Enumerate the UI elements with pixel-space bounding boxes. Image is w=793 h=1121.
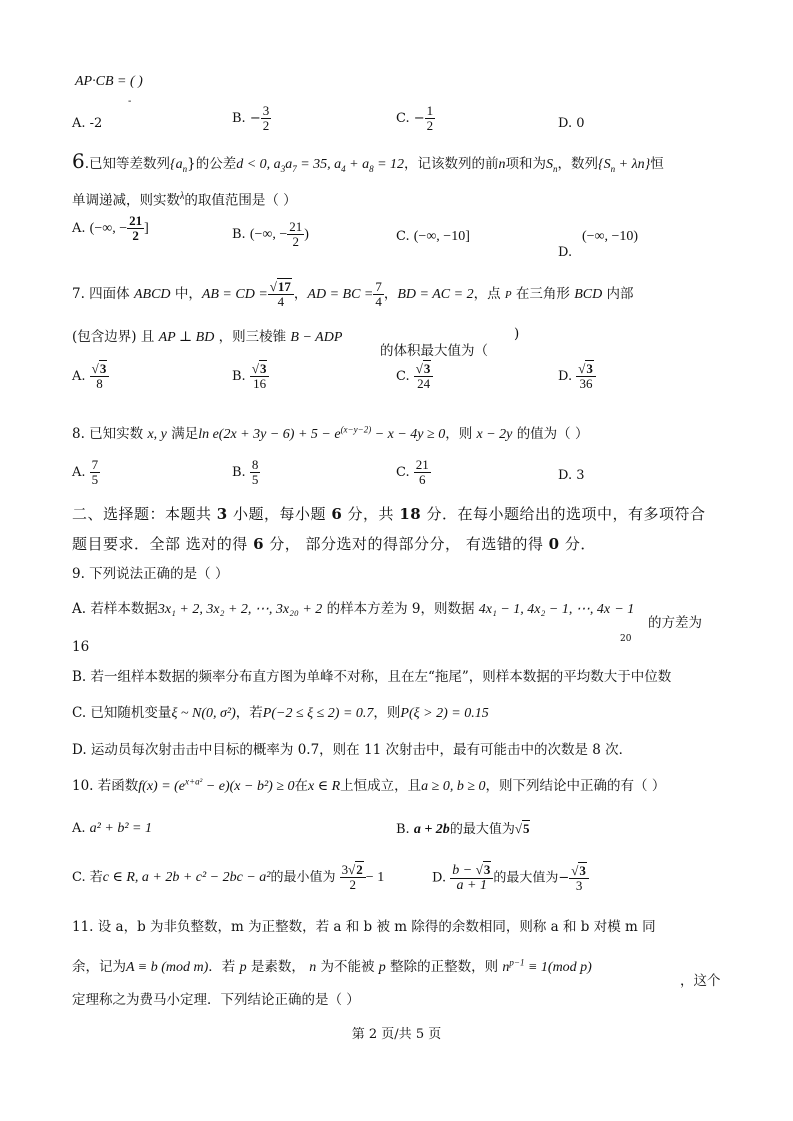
q6-stem-line2 bbox=[72, 188, 297, 210]
q10-option-c-expr: c ∈ R, a + 2b + c² − 2bc − a² bbox=[102, 870, 271, 885]
q10-option-b-label: B. bbox=[396, 822, 410, 837]
q7-ab-rad: 17 bbox=[277, 279, 291, 294]
q5-option-d: D. 0 bbox=[558, 116, 585, 131]
q7-text-b: 中， bbox=[174, 286, 202, 302]
q8-ineq-end: − x − 4y ≥ 0 bbox=[371, 427, 446, 442]
q6-option-d-value-text: (−∞, −10) bbox=[582, 229, 639, 244]
q10-option-d-sign: − bbox=[558, 870, 570, 886]
q10-option-d-text: 的最大值为 bbox=[493, 870, 559, 886]
q10-option-c-fraction bbox=[340, 863, 366, 892]
q10-fx bbox=[138, 776, 295, 794]
q9-option-d: D. 运动员每次射击击中目标的概率为 0.7，则在 11 次射击中，最有可能击中的次数是 8 次． bbox=[72, 742, 633, 758]
q7-bd: BD = AC = 2 bbox=[397, 287, 474, 302]
q11-p: p bbox=[239, 960, 247, 975]
q9-a-text1: A. 若样本数据 bbox=[72, 601, 158, 617]
section2-text-c: 分，共 bbox=[347, 505, 395, 523]
q7-option-b-fraction bbox=[250, 362, 270, 391]
q6-line2-text: 单调递减，则实数 bbox=[72, 192, 180, 209]
q7-ab-fraction bbox=[268, 280, 294, 309]
q5-option-c-den: 2 bbox=[426, 118, 434, 133]
q10-option-c bbox=[72, 863, 384, 892]
q5-option-b-den: 2 bbox=[262, 118, 270, 133]
q6-seq2-end: + λn} bbox=[615, 157, 651, 172]
q10-option-c-label: C. 若 bbox=[72, 870, 103, 885]
q10-option-b bbox=[396, 820, 530, 839]
q6-text-e: 恒 bbox=[650, 156, 664, 172]
q10-domain: x ∈ R bbox=[308, 779, 341, 794]
q7-paren: ) bbox=[514, 326, 520, 342]
q7-option-a-rad: 3 bbox=[99, 361, 107, 376]
q6-option-b bbox=[232, 220, 309, 249]
q8-option-a-den: 5 bbox=[91, 472, 99, 487]
q7-tetra: ABCD bbox=[133, 287, 171, 302]
section2-n6b: 6 bbox=[253, 535, 264, 553]
q8-xy: x, y bbox=[147, 427, 167, 442]
q6-cond-sub7: 7 bbox=[292, 163, 297, 174]
q7-text-d: 在三角形 bbox=[515, 286, 570, 302]
page-footer: 第 2 页/共 5 页 bbox=[351, 1027, 442, 1042]
q6-seq bbox=[170, 157, 187, 172]
q10-option-b-expr: a + 2b bbox=[413, 822, 450, 837]
q9-c-text2: ，若 bbox=[235, 705, 263, 721]
q5-option-c-num: 1 bbox=[426, 103, 434, 118]
q11-p2: p bbox=[378, 960, 386, 975]
q6-cond-c: = 35, a bbox=[296, 157, 342, 172]
q11-text-b: ．若 bbox=[208, 959, 236, 975]
q7-ad-num: 7 bbox=[375, 279, 382, 294]
q6-option-c-value: (−∞, −10] bbox=[413, 229, 470, 244]
q10-option-d bbox=[432, 863, 589, 893]
q7-option-a-label: A. bbox=[72, 369, 86, 384]
q7-comma2: ， bbox=[383, 286, 398, 302]
q10-option-c-num bbox=[340, 863, 366, 878]
q8-text-a: 8. 已知实数 bbox=[72, 426, 144, 442]
section2-text-e: 题目要求．全部 选对的得 bbox=[72, 535, 248, 553]
q7-option-c-fraction bbox=[414, 362, 434, 391]
q7-option-d-rad: 3 bbox=[586, 361, 593, 376]
q10-option-d-label: D. bbox=[432, 870, 447, 886]
q7-ab: AB = CD = bbox=[201, 287, 268, 302]
q8-inequality bbox=[198, 424, 446, 442]
q7-option-d-num bbox=[576, 362, 596, 377]
q5-stray-mark: - bbox=[128, 96, 132, 107]
q6-Sn-sub: n bbox=[553, 163, 558, 174]
q6-cond-sub4: 4 bbox=[341, 163, 346, 174]
q10-option-d-den: a + 1 bbox=[456, 878, 487, 893]
q10-option-b-text: 的最大值为 bbox=[449, 822, 515, 837]
section2-n3: 3 bbox=[216, 505, 228, 523]
q7-perp: AP ⊥ BD bbox=[158, 330, 215, 345]
q11-text-c: 是素数， bbox=[250, 959, 305, 975]
q7-text-a: 7. 四面体 bbox=[72, 286, 130, 302]
q8-ineq-a: ln e(2x + 3y − 6) + 5 − e bbox=[198, 427, 341, 442]
q6-option-a-den: 2 bbox=[132, 228, 139, 243]
q8-option-a-num: 7 bbox=[91, 457, 99, 472]
q5-option-c-sign: − bbox=[413, 111, 425, 126]
q7-text-e: 内部 bbox=[606, 286, 634, 302]
q10-text-a: 10. 若函数 bbox=[72, 778, 139, 794]
q7-option-c-den: 24 bbox=[417, 376, 431, 391]
q6-cond-a: d < 0, a bbox=[236, 157, 281, 172]
section2-heading-line1 bbox=[72, 503, 706, 525]
q6-option-a-post: ] bbox=[144, 221, 149, 236]
q9-a-expr1: 3x₁ + 2, 3x₂ + 2, ⋯, 3x₂₀ + 2 bbox=[157, 602, 323, 617]
q6-n: n bbox=[498, 157, 506, 172]
q10-option-c-rad: 2 bbox=[356, 862, 363, 877]
q10-option-d-fraction bbox=[450, 863, 493, 893]
q7-P: P bbox=[504, 289, 512, 301]
q10-fx-end: − e)(x − b²) ≥ 0 bbox=[202, 779, 295, 794]
q11-text-e: 整除的正整数，则 bbox=[390, 959, 499, 975]
q7-option-c bbox=[396, 362, 433, 391]
q10-option-a-label: A. bbox=[72, 821, 86, 836]
q11-n: n bbox=[309, 960, 317, 975]
q9-c-expr2: P(−2 ≤ ξ ≤ 2) = 0.7 bbox=[262, 706, 374, 721]
q6-option-b-label: B. bbox=[232, 227, 246, 242]
q7-ab-den: 4 bbox=[277, 294, 285, 309]
q9-a-text3: 的方差为 bbox=[648, 615, 702, 631]
q6-text-d: ，数列 bbox=[557, 156, 599, 172]
q7-ad: AD = BC = bbox=[307, 287, 374, 302]
q6-seq-sub: n bbox=[182, 163, 188, 174]
q8-ineq-sup: (x−y−2) bbox=[340, 424, 372, 435]
q9-c-text3: ，则 bbox=[373, 705, 401, 721]
q7-option-d bbox=[558, 362, 596, 391]
q11-fermat-n: n bbox=[502, 960, 510, 975]
q6-text-c: 项和为 bbox=[505, 156, 547, 172]
q6-option-b-fraction bbox=[287, 220, 304, 249]
section2-n18: 18 bbox=[399, 505, 422, 523]
q7-stem-line3: 的体积最大值为（ bbox=[380, 343, 488, 359]
q6-number: 6 bbox=[72, 149, 85, 173]
q10-option-d-ans-rad: 3 bbox=[579, 862, 586, 878]
q10-stem bbox=[72, 777, 665, 796]
q9-c-expr1: ξ ~ N(0, σ²) bbox=[171, 706, 236, 721]
q7-pyr: B − ADP bbox=[290, 330, 343, 345]
q7-option-a-num bbox=[90, 362, 110, 377]
q10-option-d-answer bbox=[569, 864, 589, 893]
q11-stem-line3: 定理称之为费马小定理．下列结论正确的是（ ） bbox=[72, 992, 360, 1008]
q10-option-d-num bbox=[450, 863, 493, 879]
q11-congruence: A ≡ b (mod m) bbox=[126, 960, 209, 975]
q11-text-a: 余，记为 bbox=[72, 959, 126, 975]
q11-text-d: 为不能被 bbox=[320, 959, 375, 975]
q5-option-a: A. -2 bbox=[72, 116, 103, 131]
q10-option-c-text: 的最小值为 bbox=[270, 870, 336, 885]
q6-condition bbox=[236, 157, 404, 172]
q8-option-b-label: B. bbox=[232, 465, 246, 480]
q10-text-c: 上恒成立，且 bbox=[340, 778, 422, 794]
q6-option-a bbox=[72, 214, 149, 243]
q10-option-a-expr: a² + b² = 1 bbox=[89, 821, 152, 836]
q6-lambda: λ bbox=[180, 191, 185, 202]
q8-option-b-num: 8 bbox=[251, 457, 259, 472]
q6-cond-d: + a bbox=[345, 157, 370, 172]
q6-cond-sub3: 3 bbox=[280, 163, 286, 174]
q11-stem-line1: 11. 设 a，b 为非负整数，m 为正整数，若 a 和 b 被 m 除得的余数相同，则称 a 和 b 对模 m 同 bbox=[72, 919, 656, 935]
q8-option-b bbox=[232, 458, 260, 487]
q7-option-c-num bbox=[414, 362, 434, 377]
q11-fermat bbox=[502, 957, 592, 975]
section2-text-g: 分． bbox=[564, 535, 596, 553]
q7-option-a-sqrt: √3 bbox=[91, 361, 107, 376]
q11-text-f: ，这个 bbox=[680, 973, 721, 989]
q7-option-c-rad: 3 bbox=[423, 361, 431, 376]
q7-option-b-rad: 3 bbox=[259, 361, 267, 376]
q7-option-b-den: 16 bbox=[253, 376, 267, 391]
q10-option-b-sqrt: √5 bbox=[514, 821, 530, 836]
q7-option-d-fraction bbox=[576, 362, 596, 391]
q6-option-a-pre: (−∞, − bbox=[89, 221, 128, 236]
q5-option-c-fraction bbox=[425, 104, 436, 133]
q6-option-d-value bbox=[582, 228, 638, 246]
q7-option-d-den: 36 bbox=[579, 376, 593, 391]
q7-option-c-label: C. bbox=[396, 369, 410, 384]
q7-option-b bbox=[232, 362, 269, 391]
q10-text-b: 在 bbox=[294, 778, 309, 794]
section2-n0: 0 bbox=[548, 535, 560, 553]
q6-option-c-label: C. bbox=[396, 229, 410, 244]
q6-Sn-s: S bbox=[546, 157, 554, 172]
q6-Sn bbox=[546, 157, 558, 172]
q9-stem: 9. 下列说法正确的是（ ） bbox=[72, 566, 229, 582]
q7-text-c: ，点 bbox=[473, 286, 501, 302]
q9-a-sub20: 20 bbox=[620, 634, 632, 644]
q7-option-a-den: 8 bbox=[96, 376, 103, 391]
q10-option-d-ans-sqrt: √3 bbox=[571, 862, 586, 878]
q10-option-d-num-pre: b − bbox=[452, 863, 476, 878]
q7-comma1: ， bbox=[293, 286, 308, 302]
q7-line2-b: ，则三棱锥 bbox=[218, 329, 287, 345]
q10-option-a bbox=[72, 820, 152, 838]
section2-text-b: 小题，每小题 bbox=[233, 505, 327, 523]
q6-text-a: .已知等差数列 bbox=[84, 156, 171, 172]
q7-ad-fraction bbox=[373, 280, 384, 309]
q6-cond-e: = 12 bbox=[373, 157, 405, 172]
q9-option-a bbox=[72, 600, 634, 619]
q5-stem-text: AP·CB = ( ) bbox=[75, 74, 143, 89]
q11-fermat-sup: p−1 bbox=[509, 957, 525, 968]
q6-seq2-open: {S bbox=[598, 157, 611, 172]
q8-text-b: 满足 bbox=[171, 426, 199, 442]
q9-option-b: B. 若一组样本数据的频率分布直方图为单峰不对称，且在左“拖尾”，则样本数据的平均数大于中位数 bbox=[72, 669, 672, 685]
q10-option-d-ans-den: 3 bbox=[575, 877, 583, 893]
q10-option-c-tail: − 1 bbox=[365, 870, 385, 885]
q8-stem bbox=[72, 425, 588, 444]
q5-option-b-num: 3 bbox=[262, 103, 270, 118]
q7-option-b-num bbox=[250, 362, 270, 377]
q6-seq-open: {a bbox=[170, 157, 183, 172]
q6-stem-line1 bbox=[72, 149, 664, 174]
q7-line2-a: (包含边界) 且 bbox=[72, 329, 155, 345]
q10-option-d-sqrt: √3 bbox=[475, 862, 491, 877]
q6-seq2 bbox=[598, 157, 650, 172]
q8-option-d: D. 3 bbox=[558, 468, 585, 483]
q9-option-c bbox=[72, 704, 489, 723]
q10-option-c-coef: 3 bbox=[341, 862, 349, 877]
q6-seq-end: }的公差 bbox=[187, 156, 237, 172]
q7-option-d-sqrt: √3 bbox=[578, 361, 593, 376]
q10-option-d-rad: 3 bbox=[483, 862, 491, 877]
q7-stem-line1 bbox=[72, 280, 634, 309]
q9-c-expr3: P(ξ > 2) = 0.15 bbox=[400, 706, 489, 721]
q9-a-minus1: − 1 bbox=[614, 602, 635, 617]
q7-stem-line2 bbox=[72, 328, 342, 347]
q6-option-a-num: 21 bbox=[129, 213, 143, 228]
q9-a-line2: 16 bbox=[72, 639, 90, 655]
q5-option-b bbox=[232, 104, 271, 133]
q6-option-b-post: ) bbox=[304, 227, 309, 242]
section2-text-d: 分．在每小题给出的选项中，有多项符合 bbox=[426, 505, 706, 523]
section2-n6: 6 bbox=[331, 505, 343, 523]
q5-option-c bbox=[396, 104, 435, 133]
q6-option-b-den: 2 bbox=[292, 234, 300, 249]
q8-option-a-fraction bbox=[90, 458, 101, 487]
q8-option-b-fraction bbox=[250, 458, 261, 487]
q6-cond-b: a bbox=[285, 157, 293, 172]
q6-option-b-pre: (−∞, − bbox=[249, 227, 288, 242]
q5-option-b-fraction bbox=[261, 104, 272, 133]
q10-option-b-rad: 5 bbox=[522, 821, 530, 836]
q6-seq2-sub: n bbox=[610, 163, 616, 174]
q10-option-c-den: 2 bbox=[349, 877, 356, 892]
q10-option-d-ans-num bbox=[569, 864, 589, 879]
q6-option-b-num: 21 bbox=[289, 219, 303, 234]
q7-option-b-label: B. bbox=[232, 369, 246, 384]
q7-option-d-label: D. bbox=[558, 369, 573, 384]
q8-option-b-den: 5 bbox=[251, 472, 259, 487]
q8-option-c-fraction bbox=[414, 458, 431, 487]
q9-a-expr2: 4x₁ − 1, 4x₂ − 1, ⋯, 4x bbox=[478, 602, 611, 617]
q7-ad-den: 4 bbox=[375, 294, 382, 309]
q11-fermat-end: ≡ 1(mod p) bbox=[524, 960, 592, 975]
section2-text-f: 分， 部分选对的得部分分， 有选错的得 bbox=[269, 535, 544, 553]
q9-a-text2: 的样本方差为 9，则数据 bbox=[326, 601, 475, 617]
q10-cond: a ≥ 0, b ≥ 0 bbox=[421, 779, 486, 794]
q8-option-c-label: C. bbox=[396, 465, 410, 480]
q6-option-a-label: A. bbox=[72, 221, 86, 236]
q6-cond-sub8: 8 bbox=[369, 163, 374, 174]
q6-option-c bbox=[396, 228, 470, 246]
q11-stem-line2 bbox=[72, 958, 592, 977]
q8-option-c bbox=[396, 458, 431, 487]
q7-option-c-sqrt: √3 bbox=[415, 361, 431, 376]
section2-text-a: 二、选择题：本题共 bbox=[72, 505, 212, 523]
q8-text-c: ，则 bbox=[445, 426, 473, 442]
q8-option-c-num: 21 bbox=[415, 457, 429, 472]
q6-option-a-fraction bbox=[127, 214, 144, 243]
q10-option-c-sqrt: √2 bbox=[348, 862, 363, 877]
q10-fx-a: f(x) = (e bbox=[138, 779, 186, 794]
q6-option-d-label: D. bbox=[558, 245, 573, 260]
q5-option-b-sign: − bbox=[249, 111, 261, 126]
section2-heading-line2 bbox=[72, 533, 596, 555]
q7-option-a-fraction bbox=[90, 362, 110, 391]
q9-c-text1: C. 已知随机变量 bbox=[72, 705, 172, 721]
q8-option-c-den: 6 bbox=[419, 472, 426, 487]
q10-fx-sup: x+a² bbox=[185, 776, 203, 787]
q5-option-b-label: B. bbox=[232, 111, 246, 126]
q8-option-a bbox=[72, 458, 100, 487]
q8-expr: x − 2y bbox=[476, 427, 513, 442]
q5-stem bbox=[75, 72, 143, 91]
q7-option-a bbox=[72, 362, 109, 391]
q6-text-b: ，记该数列的前 bbox=[404, 156, 499, 172]
q5-option-c-label: C. bbox=[396, 111, 410, 126]
q7-ab-sqrt: √17 bbox=[269, 279, 291, 294]
q8-option-a-label: A. bbox=[72, 465, 86, 480]
q8-text-d: 的值为（ ） bbox=[516, 426, 589, 442]
q6-line2-end: 的取值范围是（ ） bbox=[184, 192, 297, 209]
q7-bcd: BCD bbox=[574, 287, 603, 302]
q10-text-d: ，则下列结论中正确的有（ ） bbox=[485, 778, 666, 794]
q7-option-b-sqrt: √3 bbox=[251, 361, 267, 376]
q7-ab-num bbox=[268, 280, 294, 295]
